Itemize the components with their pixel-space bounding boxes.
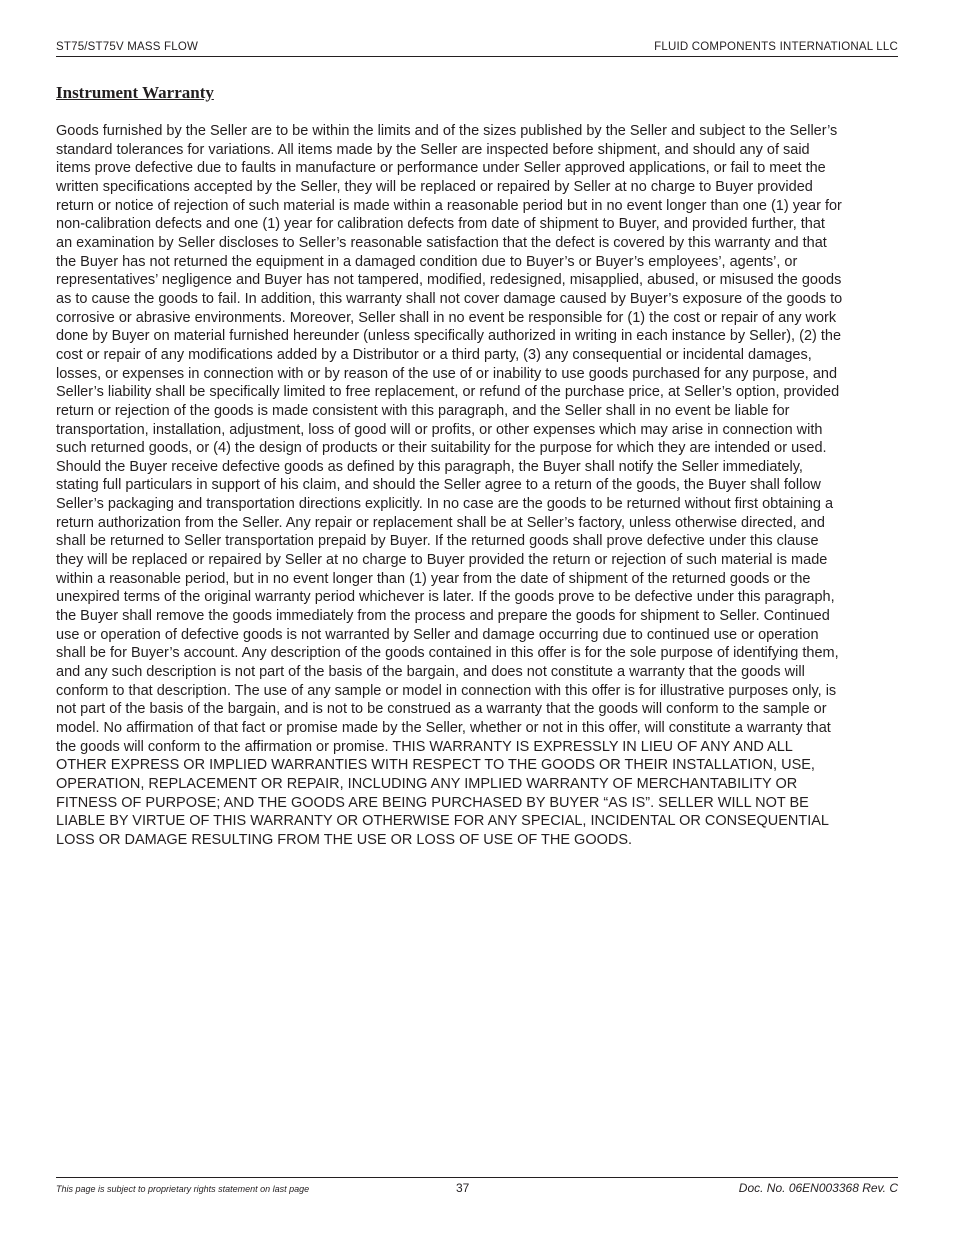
section-title: Instrument Warranty xyxy=(56,83,214,102)
page-footer xyxy=(56,1177,898,1198)
proprietary-notice: This page is subject to proprietary rights statement on last page xyxy=(56,1184,310,1194)
header-company-name: FLUID COMPONENTS INTERNATIONAL LLC xyxy=(654,41,898,53)
warranty-body-text: Goods furnished by the Seller are to be within the limits and of the sizes published by the Seller and subject to the Seller’s standard tolerances for variations. All items made by the Seller are inspected before shipment, and should any of said items prove defective due to faults in manufacture or performance under Seller approved applications, or fail to meet the written specifications accepted by the Seller, they will be replaced or repaired by Seller at no charge to Buyer provided return or notice of rejection of such material is made within a reasonable period but in no event longer than one (1) year for non-calibration defects and one (1) year for calibration defects from date of shipment to Buyer, and provided further, that an examination by Seller discloses to Seller’s reasonable satisfaction that the defect is covered by this warranty and that the Buyer has not returned the equipment in a damaged condition due to Buyer’s or Buyer’s employees’, agents’, or representatives’ negligence and Buyer has not tampered, modified, redesigned, misapplied, abused, or misused the goods as to cause the goods to fail. In addition, this warranty shall not cover damage caused by Buyer’s exposure of the goods to corrosive or abrasive environments. Moreover, Seller shall in no event be responsible for (1) the cost or repair of any work done by Buyer on material furnished hereunder (unless specifically authorized in writing in each instance by Seller), (2) the cost or repair of any modifications added by a Distributor or a third party, (3) any consequential or incidental damages, losses, or expenses in connection with or by reason of the use of or inability to use goods purchased for any purpose, and Seller’s liability shall be specifically limited to free replacement, or refund of the purchase price, at Seller’s option, provided return or rejection of the goods is made consistent with this paragraph, and the Seller shall in no event be liable for transportation, installation, adjustment, loss of good will or profits, or other expenses which may arise in connection with such returned goods, or (4) the design of products or their suitability for the purpose for which they are intended or used. Should the Buyer receive defective goods as defined by this paragraph, the Buyer shall notify the Seller immediately, stating full particulars in support of his claim, and should the Seller agree to a return of the goods, the Buyer shall follow Seller’s packaging and transportation directions explicitly. In no case are the goods to be returned without first obtaining a return authorization from the Seller. Any repair or replacement shall be at Seller’s factory, unless otherwise directed, and shall be returned to Seller transportation prepaid by Buyer. If the returned goods shall prove defective under this clause they will be replaced or repaired by Seller at no charge to Buyer provided the return or rejection of such material is made within a reasonable period, but in no event longer than (1) year from the date of shipment of the returned goods or the unexpired terms of the original warranty period whichever is later. If the goods prove to be defective under this paragraph, the Buyer shall remove the goods immediately from the process and prepare the goods for shipment to Seller. Continued use or operation of defective goods is not warranted by Seller and damage occurring due to continued use or operation shall be for Buyer’s account. Any description of the goods contained in this offer is for the sole purpose of identifying them, and any such description is not part of the basis of the bargain, and does not constitute a warranty that the goods will conform to that description. The use of any sample or model in connection with this offer is for illustrative purposes only, is not part of the basis of the bargain, and is not to be construed as a warranty that the goods will conform to the sample or model. No affirmation of that fact or promise made by the Seller, whether or not in this offer, will constitute a warranty that the goods will conform to the affirmation or promise. THIS WARRANTY IS EXPRESSLY IN LIEU OF ANY AND ALL OTHER EXPRESS OR IMPLIED WARRANTIES WITH RESPECT TO THE GOODS OR THEIR INSTALLATION, USE, OPERATION, REPLACEMENT OR REPAIR, INCLUDING ANY IMPLIED WARRANTY OF MERCHANTABILITY OR FITNESS OF PURPOSE; AND THE GOODS ARE BEING PURCHASED BY BUYER “AS IS”. SELLER WILL NOT BE LIABLE BY VIRTUE OF THIS WARRANTY OR OTHERWISE FOR ANY SPECIAL, INCIDENTAL OR CONSEQUENTIAL LOSS OR DAMAGE RESULTING FROM THE USE OR LOSS OF USE OF THE GOODS. xyxy=(56,123,843,848)
document-number: Doc. No. 06EN003368 Rev. C xyxy=(738,1181,898,1195)
header-product-title: ST75/ST75V MASS FLOW xyxy=(56,41,199,53)
page-number: 37 xyxy=(456,1181,470,1195)
page-header xyxy=(56,40,898,57)
